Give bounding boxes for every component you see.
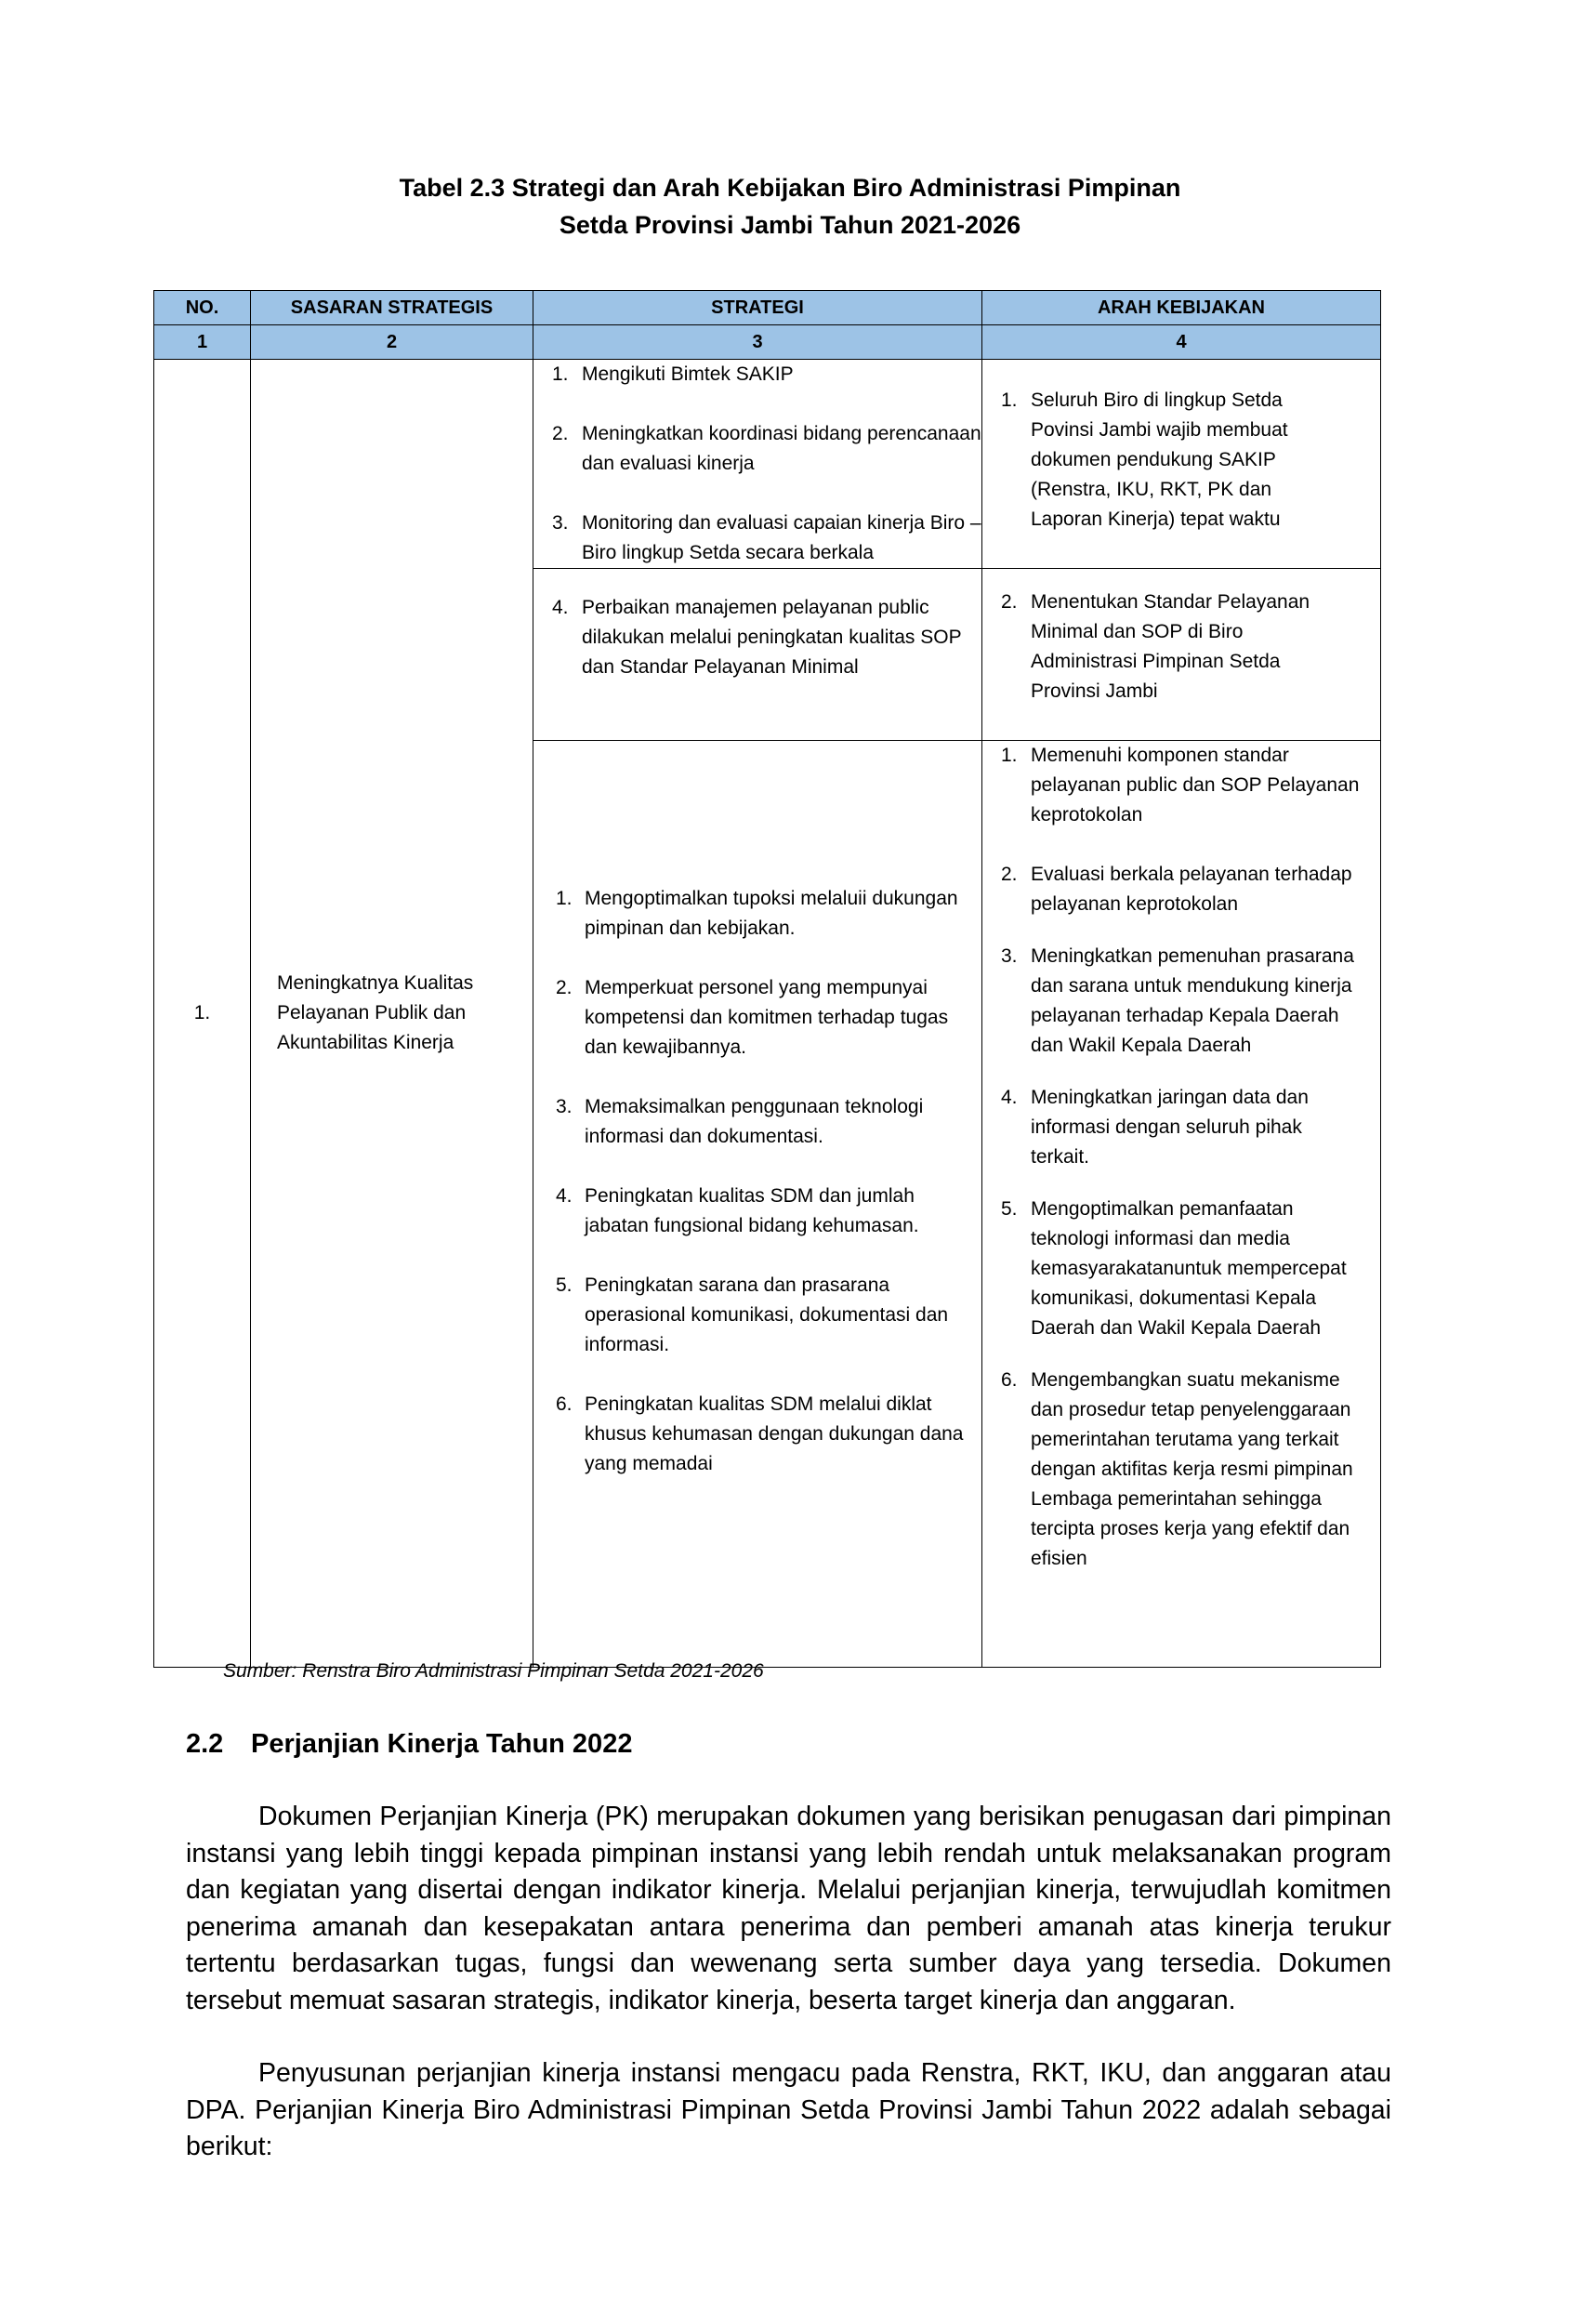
table-caption-line-2: Setda Provinsi Jambi Tahun 2021-2026	[559, 211, 1021, 239]
header-no: NO.	[154, 291, 251, 325]
list-item: 5. Peningkatan sarana dan prasarana operasional komunikasi, dokumentasi dan informasi.	[556, 1274, 949, 1355]
table-caption	[0, 169, 1580, 244]
list-item: 3. Monitoring dan evaluasi capaian kinerja Biro – Biro lingkup Setda secara berkala	[552, 512, 981, 563]
list-item: 2. Memperkuat personel yang mempunyai kompetensi dan komitmen terhadap tugas dan kewajibannya.	[556, 977, 949, 1058]
column-number-row	[154, 325, 1381, 360]
header-row	[154, 291, 1381, 325]
list-item: 1. Seluruh Biro di lingkup Setda Povinsi Jambi wajib membuat dokumen pendukung SAKIP (Renstra, IKU, RKT, PK dan Laporan Kinerja) tepat waktu	[1001, 390, 1288, 530]
paragraph: Dokumen Perjanjian Kinerja (PK) merupakan dokumen yang berisikan penugasan dari pimpinan instansi yang lebih tinggi kepada pimpinan instansi yang lebih rendah untuk melaksanakan program dan kegiatan yang disertai dengan indikator kinerja. Melalui perjanjian kinerja, terwujudlah komitmen penerima amanah dan kesepakatan antara penerima dan pemberi amanah atas kinerja terukur tertentu berdasarkan tugas, fungsi dan wewenang serta sumber daya yang tersedia. Dokumen tersebut memuat sasaran strategis, indikator kinerja, beserta target kinerja dan anggaran.	[186, 1802, 1391, 2015]
strategy-table	[153, 290, 1381, 1668]
strategi-cell	[533, 741, 982, 1668]
list-item: 1. Memenuhi komponen standar pelayanan public dan SOP Pelayanan keprotokolan	[1001, 745, 1360, 825]
table-caption-line-1: Tabel 2.3 Strategi dan Arah Kebijakan Biro Administrasi Pimpinan	[399, 174, 1181, 202]
arah-kebijakan-cell	[982, 569, 1381, 741]
list-item: 6. Peningkatan kualitas SDM melalui diklat khusus kehumasan dengan dukungan dana yang memadai	[556, 1393, 964, 1474]
list-item: 2. Meningkatkan koordinasi bidang perencanaan dan evaluasi kinerja	[552, 423, 981, 474]
row-number: 1.	[154, 360, 251, 1668]
column-number: 4	[982, 325, 1381, 360]
arah-kebijakan-cell	[982, 741, 1381, 1668]
strategi-cell	[533, 360, 982, 569]
list-item: 3. Meningkatkan pemenuhan prasarana dan sarana untuk mendukung kinerja pelayanan terhadap Kepala Daerah dan Wakil Kepala Daerah	[1001, 945, 1354, 1056]
header-sasaran: SASARAN STRATEGIS	[251, 291, 533, 325]
list-item: 3. Memaksimalkan penggunaan teknologi informasi dan dokumentasi.	[556, 1096, 924, 1147]
column-number: 2	[251, 325, 533, 360]
list-item: 1. Mengoptimalkan tupoksi melaluii dukungan pimpinan dan kebijakan.	[556, 888, 958, 939]
header-strategi: STRATEGI	[533, 291, 982, 325]
arah-kebijakan-cell	[982, 360, 1381, 569]
list-item: 2. Menentukan Standar Pelayanan Minimal dan SOP di Biro Administrasi Pimpinan Setda Provinsi Jambi	[1001, 591, 1310, 702]
section-number: 2.2	[186, 1729, 224, 1759]
column-number: 1	[154, 325, 251, 360]
paragraph: Penyusunan perjanjian kinerja instansi mengacu pada Renstra, RKT, IKU, dan anggaran atau DPA. Perjanjian Kinerja Biro Administrasi Pimpinan Setda Provinsi Jambi Tahun 2022 adalah sebagai berikut:	[186, 2058, 1391, 2161]
column-number: 3	[533, 325, 982, 360]
list-item: 2. Evaluasi berkala pelayanan terhadap pelayanan keprotokolan	[1001, 864, 1352, 915]
section-heading	[186, 1729, 632, 1760]
list-item: 5. Mengoptimalkan pemanfaatan teknologi informasi dan media kemasyarakatanuntuk mempercepat komunikasi, dokumentasi Kepala Daerah dan Wakil Kepala Daerah	[1001, 1198, 1347, 1339]
table-row	[154, 360, 1381, 569]
header-arah: ARAH KEBIJAKAN	[982, 291, 1381, 325]
sasaran-strategis-cell: Meningkatnya Kualitas Pelayanan Publik dan Akuntabilitas Kinerja	[251, 360, 533, 1668]
list-item: 1. Mengikuti Bimtek SAKIP	[552, 363, 794, 385]
strategi-cell	[533, 569, 982, 741]
list-item: 4. Meningkatkan jaringan data dan informasi dengan seluruh pihak terkait.	[1001, 1087, 1309, 1168]
list-item: 4. Peningkatan kualitas SDM dan jumlah jabatan fungsional bidang kehumasan.	[556, 1185, 919, 1236]
table-source: Sumber: Renstra Biro Administrasi Pimpinan Setda 2021-2026	[223, 1660, 764, 1682]
list-item: 4. Perbaikan manajemen pelayanan public dilakukan melalui peningkatan kualitas SOP dan Standar Pelayanan Minimal	[552, 597, 962, 678]
list-item: 6. Mengembangkan suatu mekanisme dan prosedur tetap penyelenggaraan pemerintahan terutama yang terkait dengan aktifitas kerja resmi pimpinan Lembaga pemerintahan sehingga tercipta proses kerja yang efektif dan efisien	[1001, 1369, 1353, 1569]
section-title: Perjanjian Kinerja Tahun 2022	[251, 1729, 633, 1759]
